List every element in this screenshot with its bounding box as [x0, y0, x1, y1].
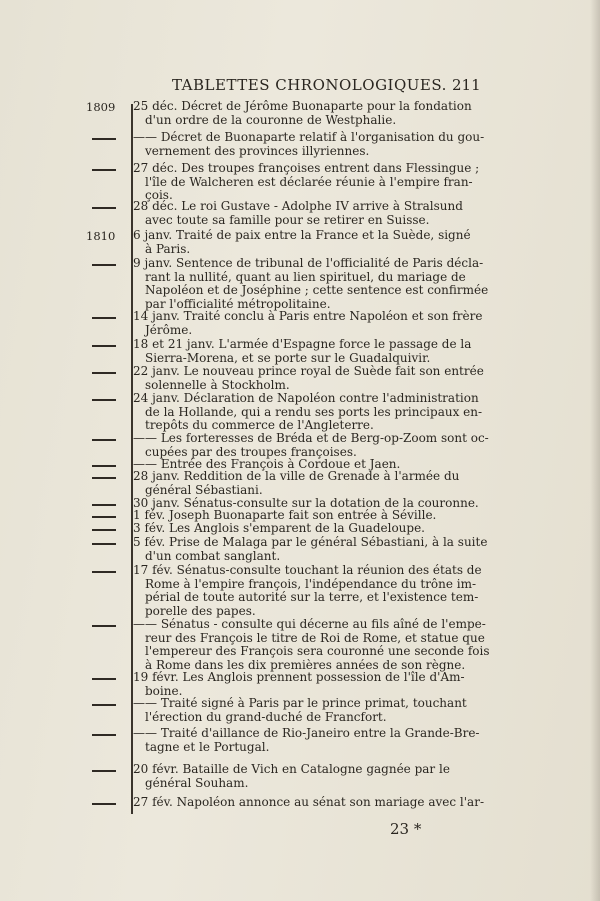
chronology-entry — [0, 618, 600, 672]
ditto-dash — [92, 543, 116, 545]
ditto-dash — [92, 516, 116, 518]
entry-line: —— Les forteresses de Bréda et de Berg-op-Zoom sont oc- — [133, 432, 489, 445]
entry-line: rant la nullité, quant au lien spirituel, du mariage de — [145, 269, 466, 284]
entry-text — [133, 536, 503, 563]
entry-text — [133, 727, 503, 754]
chronology-entry — [0, 100, 600, 127]
entry-line: 9 janv. Sentence de tribunal de l'officialité de Paris décla- — [133, 257, 484, 270]
entry-text — [133, 522, 503, 536]
entry-text — [133, 310, 503, 337]
chronology-entry — [0, 522, 600, 536]
entry-line: porelle des papes. — [145, 603, 256, 618]
ditto-dash — [92, 803, 116, 805]
entry-line: —— Décret de Buonaparte relatif à l'organisation du gou- — [133, 131, 485, 144]
entry-text — [133, 564, 503, 618]
entry-line: 24 janv. Déclaration de Napoléon contre l'administration — [133, 392, 479, 405]
ditto-dash — [92, 678, 116, 680]
chronology-entry — [0, 310, 600, 337]
chronology-entry — [0, 131, 600, 158]
ditto-dash — [92, 504, 116, 506]
entry-line: 27 fév. Napoléon annonce au sénat son mariage avec l'ar- — [133, 796, 484, 809]
ditto-dash — [92, 770, 116, 772]
entry-line: 20 févr. Bataille de Vich en Catalogne gagnée par le — [133, 763, 450, 776]
entry-text — [133, 509, 503, 523]
entry-text — [133, 100, 503, 127]
entry-text — [133, 470, 503, 497]
page-number: 211 — [452, 76, 481, 94]
chronology-entry — [0, 432, 600, 459]
ditto-dash — [92, 399, 116, 401]
entry-line: trepôts du commerce de l'Angleterre. — [145, 418, 374, 432]
ditto-dash — [92, 169, 116, 171]
entry-line: à Paris. — [145, 241, 191, 256]
ditto-dash — [92, 264, 116, 266]
entry-line: de la Hollande, qui a rendu ses ports les principaux en- — [145, 404, 483, 419]
entry-line: 19 févr. Les Anglois prennent possession de l'île d'Am- — [133, 671, 465, 684]
entry-line: 5 fév. Prise de Malaga par le général Sébastiani, à la suite — [133, 536, 488, 549]
chronology-entry — [0, 564, 600, 618]
page-edge-shadow — [590, 0, 600, 901]
ditto-dash — [92, 345, 116, 347]
entry-text — [133, 162, 503, 203]
entry-line: Rome à l'empire françois, l'indépendance du trône im- — [145, 576, 477, 591]
entry-line: 27 déc. Des troupes françoises entrent dans Flessingue ; — [133, 162, 480, 175]
entry-line: général Sébastiani. — [145, 482, 263, 497]
ditto-dash — [92, 138, 116, 140]
ditto-dash — [92, 704, 116, 706]
entry-line: 14 janv. Traité conclu à Paris entre Napoléon et son frère — [133, 310, 483, 323]
ditto-dash — [92, 317, 116, 319]
entry-text — [133, 618, 503, 672]
entry-line: 25 déc. Décret de Jérôme Buonaparte pour la fondation — [133, 100, 472, 113]
chronology-entry — [0, 392, 600, 433]
entry-line: —— Traité d'aillance de Rio-Janeiro entre la Grande-Bre- — [133, 727, 480, 740]
entry-line: tagne et le Portugal. — [145, 739, 270, 754]
entry-line: 28 déc. Le roi Gustave - Adolphe IV arrive à Stralsund — [133, 200, 463, 213]
signature-mark: 23 * — [390, 820, 422, 838]
entry-line: 17 fév. Sénatus-consulte touchant la réunion des états de — [133, 564, 482, 577]
entry-line: boine. — [145, 683, 183, 698]
entry-line: 22 janv. Le nouveau prince royal de Suède fait son entrée — [133, 365, 484, 378]
entry-year: 1809 — [86, 100, 116, 114]
entry-line: Sierra-Morena, et se porte sur le Guadalquivir. — [145, 350, 431, 365]
entry-line: 30 janv. Sénatus-consulte sur la dotation de la couronne. — [133, 497, 479, 510]
entry-line: l'érection du grand-duché de Francfort. — [145, 709, 387, 724]
chronology-entry — [0, 697, 600, 724]
ditto-dash — [92, 571, 116, 573]
chronology-entry — [0, 470, 600, 497]
entry-line: d'un ordre de la couronne de Westphalie. — [145, 112, 397, 127]
entry-line: reur des François le titre de Roi de Rome, et statue que — [145, 630, 485, 645]
entry-text — [133, 229, 503, 256]
entry-line: Jérôme. — [145, 322, 193, 337]
entry-line: solennelle à Stockholm. — [145, 377, 290, 392]
ditto-dash — [92, 207, 116, 209]
running-header — [0, 76, 600, 98]
ditto-dash — [92, 529, 116, 531]
chronology-entry — [0, 365, 600, 392]
entry-line: d'un combat sanglant. — [145, 548, 281, 563]
chronology-entry — [0, 162, 600, 203]
chronology-entry — [0, 229, 600, 256]
entry-text — [133, 432, 503, 459]
entry-text — [133, 671, 503, 698]
entry-line: —— Traité signé à Paris par le prince primat, touchant — [133, 697, 467, 710]
entry-line: çois. — [145, 188, 173, 202]
entry-line: l'empereur des François sera couronné une seconde fois — [145, 644, 490, 658]
entry-text — [133, 365, 503, 392]
entry-line: 28 janv. Reddition de la ville de Grenade à l'armée du — [133, 470, 460, 483]
ditto-dash — [92, 625, 116, 627]
entry-line: —— Entrée des François à Cordoue et Jaen. — [133, 458, 401, 471]
chronology-entry — [0, 536, 600, 563]
entry-text — [133, 697, 503, 724]
entry-line: 3 fév. Les Anglois s'emparent de la Guadeloupe. — [133, 522, 425, 535]
entry-line: général Souham. — [145, 775, 249, 790]
ditto-dash — [92, 439, 116, 441]
entry-line: 18 et 21 janv. L'armée d'Espagne force le passage de la — [133, 338, 472, 351]
chronology-entry — [0, 671, 600, 698]
entry-year: 1810 — [86, 229, 116, 243]
chronology-entry — [0, 257, 600, 311]
entry-text — [133, 200, 503, 227]
entry-text — [133, 763, 503, 790]
chronology-entry — [0, 338, 600, 365]
entry-line: par l'officialité métropolitaine. — [145, 296, 331, 311]
chronology-entry — [0, 727, 600, 754]
entry-text — [133, 338, 503, 365]
entry-line: 1 fév. Joseph Buonaparte fait son entrée à Séville. — [133, 509, 437, 522]
entry-text — [133, 131, 503, 158]
ditto-dash — [92, 465, 116, 467]
running-title: TABLETTES CHRONOLOGIQUES. — [172, 76, 447, 94]
entry-line: périal de toute autorité sur la terre, et l'existence tem- — [145, 590, 479, 604]
ditto-dash — [92, 372, 116, 374]
ditto-dash — [92, 477, 116, 479]
entry-line: 6 janv. Traité de paix entre la France et la Suède, signé — [133, 229, 471, 242]
chronology-entry — [0, 509, 600, 523]
entry-line: —— Sénatus - consulte qui décerne au fils aîné de l'empe- — [133, 618, 486, 631]
entry-text — [133, 392, 503, 433]
chronology-entry — [0, 200, 600, 227]
entry-line: avec toute sa famille pour se retirer en Suisse. — [145, 212, 430, 227]
entry-text — [133, 257, 503, 311]
chronology-entry — [0, 763, 600, 790]
entry-line: l'île de Walcheren est déclarée réunie à l'empire fran- — [145, 174, 473, 189]
entry-line: vernement des provinces illyriennes. — [145, 143, 370, 158]
entry-text — [133, 796, 503, 810]
entry-line: Napoléon et de Joséphine ; cette sentence est confirmée — [145, 283, 489, 297]
ditto-dash — [92, 734, 116, 736]
chronology-entry — [0, 796, 600, 810]
entry-line: cupées par des troupes françoises. — [145, 444, 357, 459]
entry-line: à Rome dans les dix premières années de son règne. — [145, 657, 466, 672]
